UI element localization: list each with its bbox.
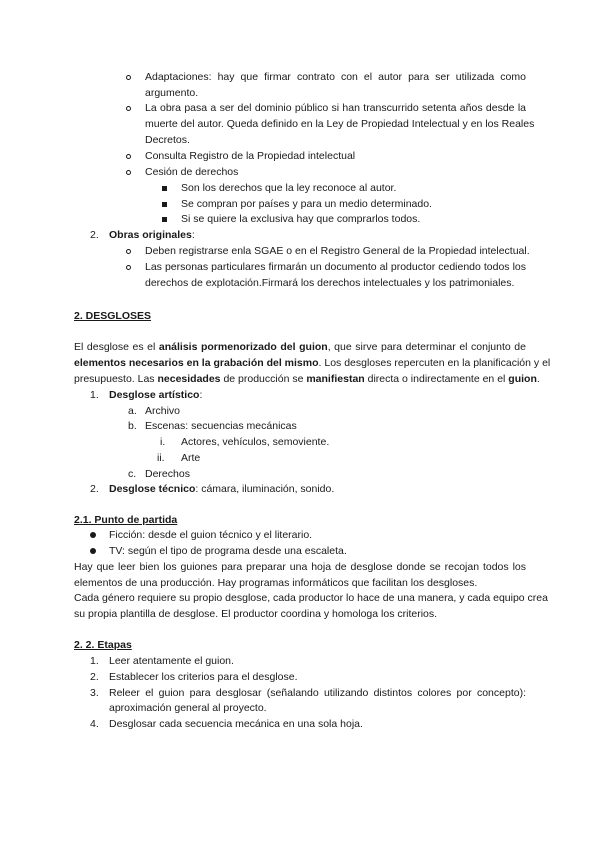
etapa-item: Leer atentamente el guion. bbox=[109, 655, 234, 667]
etapa-item: aproximación general al proyecto. bbox=[109, 702, 267, 714]
actores-item: Actores, vehículos, semoviente. bbox=[181, 436, 330, 448]
punto-paragraph-line: Cada género requiere su propio desglose, cada productor lo hace de una manera, y cada equipo crea bbox=[74, 592, 548, 604]
list-letter: c. bbox=[128, 468, 137, 480]
obras-line: Deben registrarse enla SGAE o en el Registro General de la Propiedad intelectual. bbox=[145, 245, 530, 257]
punto-bullet: Ficción: desde el guion técnico y el literario. bbox=[109, 529, 313, 541]
desgloses-paragraph-line: El desglose es el análisis pormenorizado del guion, que sirve para determinar el conjunto de bbox=[74, 341, 526, 353]
punto-paragraph-line: su propia plantilla de desglose. El productor coordina y homologa los criterios. bbox=[74, 608, 438, 620]
adaptaciones-line: Adaptaciones: hay que firmar contrato con el autor para ser utilizada como bbox=[145, 71, 526, 83]
bullet-circle-icon bbox=[126, 149, 131, 164]
bullet-circle-icon bbox=[126, 244, 131, 259]
list-number: 4. bbox=[90, 718, 99, 730]
list-number: 2. bbox=[90, 671, 99, 683]
cesion-item: Si se quiere la exclusiva hay que comprarlos todos. bbox=[181, 213, 421, 225]
punto-bullet: TV: según el tipo de programa desde una escaleta. bbox=[109, 545, 347, 557]
adaptaciones-line: argumento. bbox=[145, 87, 199, 99]
cesion-item: Se compran por países y para un medio determinado. bbox=[181, 198, 432, 210]
section-heading-etapas: 2. 2. Etapas bbox=[74, 639, 132, 651]
bullet-circle-icon bbox=[126, 165, 131, 180]
desgloses-paragraph-line: presupuesto. Las necesidades de producción se manifiestan directa o indirectamente en el guion. bbox=[74, 373, 540, 385]
etapa-item: Establecer los criterios para el desglose. bbox=[109, 671, 298, 683]
list-number: 1. bbox=[90, 389, 99, 401]
bullet-dot-icon bbox=[90, 544, 96, 559]
dominio-line: muerte del autor. Queda definido en la Ley de Propiedad Intelectual y en los Reales bbox=[145, 118, 535, 130]
list-number: 1. bbox=[90, 655, 99, 667]
archivo-item: Archivo bbox=[145, 405, 181, 417]
dominio-line: Decretos. bbox=[145, 134, 190, 146]
bullet-square-icon bbox=[162, 181, 167, 196]
consulta-line: Consulta Registro de la Propiedad intelectual bbox=[145, 150, 356, 162]
cesion-line: Cesión de derechos bbox=[145, 166, 239, 178]
bullet-dot-icon bbox=[90, 528, 96, 543]
derechos-item: Derechos bbox=[145, 468, 190, 480]
obras-line: Las personas particulares firmarán un documento al productor cediendo todos los bbox=[145, 261, 526, 273]
obras-line: derechos de explotación.Firmará los derechos intelectuales y los patrimoniales. bbox=[145, 277, 515, 289]
list-letter: a. bbox=[128, 405, 137, 417]
etapa-item: Releer el guion para desglosar (señalando utilizando distintos colores por concepto): bbox=[109, 687, 526, 699]
section-heading-punto-de-partida: 2.1. Punto de partida bbox=[74, 514, 178, 526]
desgloses-paragraph-line: elementos necesarios en la grabación del mismo. Los desgloses repercuten en la planificación y el bbox=[74, 357, 551, 369]
obras-heading: Obras originales: bbox=[109, 229, 195, 241]
list-number: 2. bbox=[90, 483, 99, 495]
bullet-square-icon bbox=[162, 212, 167, 227]
desglose-tecnico: Desglose técnico: cámara, iluminación, sonido. bbox=[109, 483, 335, 495]
list-roman: ii. bbox=[157, 452, 165, 464]
bullet-circle-icon bbox=[126, 260, 131, 275]
escenas-item: Escenas: secuencias mecánicas bbox=[145, 420, 297, 432]
etapa-item: Desglosar cada secuencia mecánica en una sola hoja. bbox=[109, 718, 363, 730]
section-heading-desgloses: 2. DESGLOSES bbox=[74, 310, 152, 322]
desglose-artistico: Desglose artístico: bbox=[109, 389, 203, 401]
bullet-circle-icon bbox=[126, 101, 131, 116]
list-number: 2. bbox=[90, 229, 99, 241]
list-number: 3. bbox=[90, 687, 99, 699]
dominio-line: La obra pasa a ser del dominio público si han transcurrido setenta años desde la bbox=[145, 102, 526, 114]
punto-paragraph-line: elementos de una producción. Hay programas informáticos que facilitan los desgloses. bbox=[74, 577, 478, 589]
bullet-circle-icon bbox=[126, 70, 131, 85]
cesion-item: Son los derechos que la ley reconoce al autor. bbox=[181, 182, 397, 194]
bullet-square-icon bbox=[162, 197, 167, 212]
arte-item: Arte bbox=[181, 452, 201, 464]
list-roman: i. bbox=[160, 436, 166, 448]
punto-paragraph-line: Hay que leer bien los guiones para preparar una hoja de desglose donde se recojan todos los bbox=[74, 561, 526, 573]
list-letter: b. bbox=[128, 420, 137, 432]
